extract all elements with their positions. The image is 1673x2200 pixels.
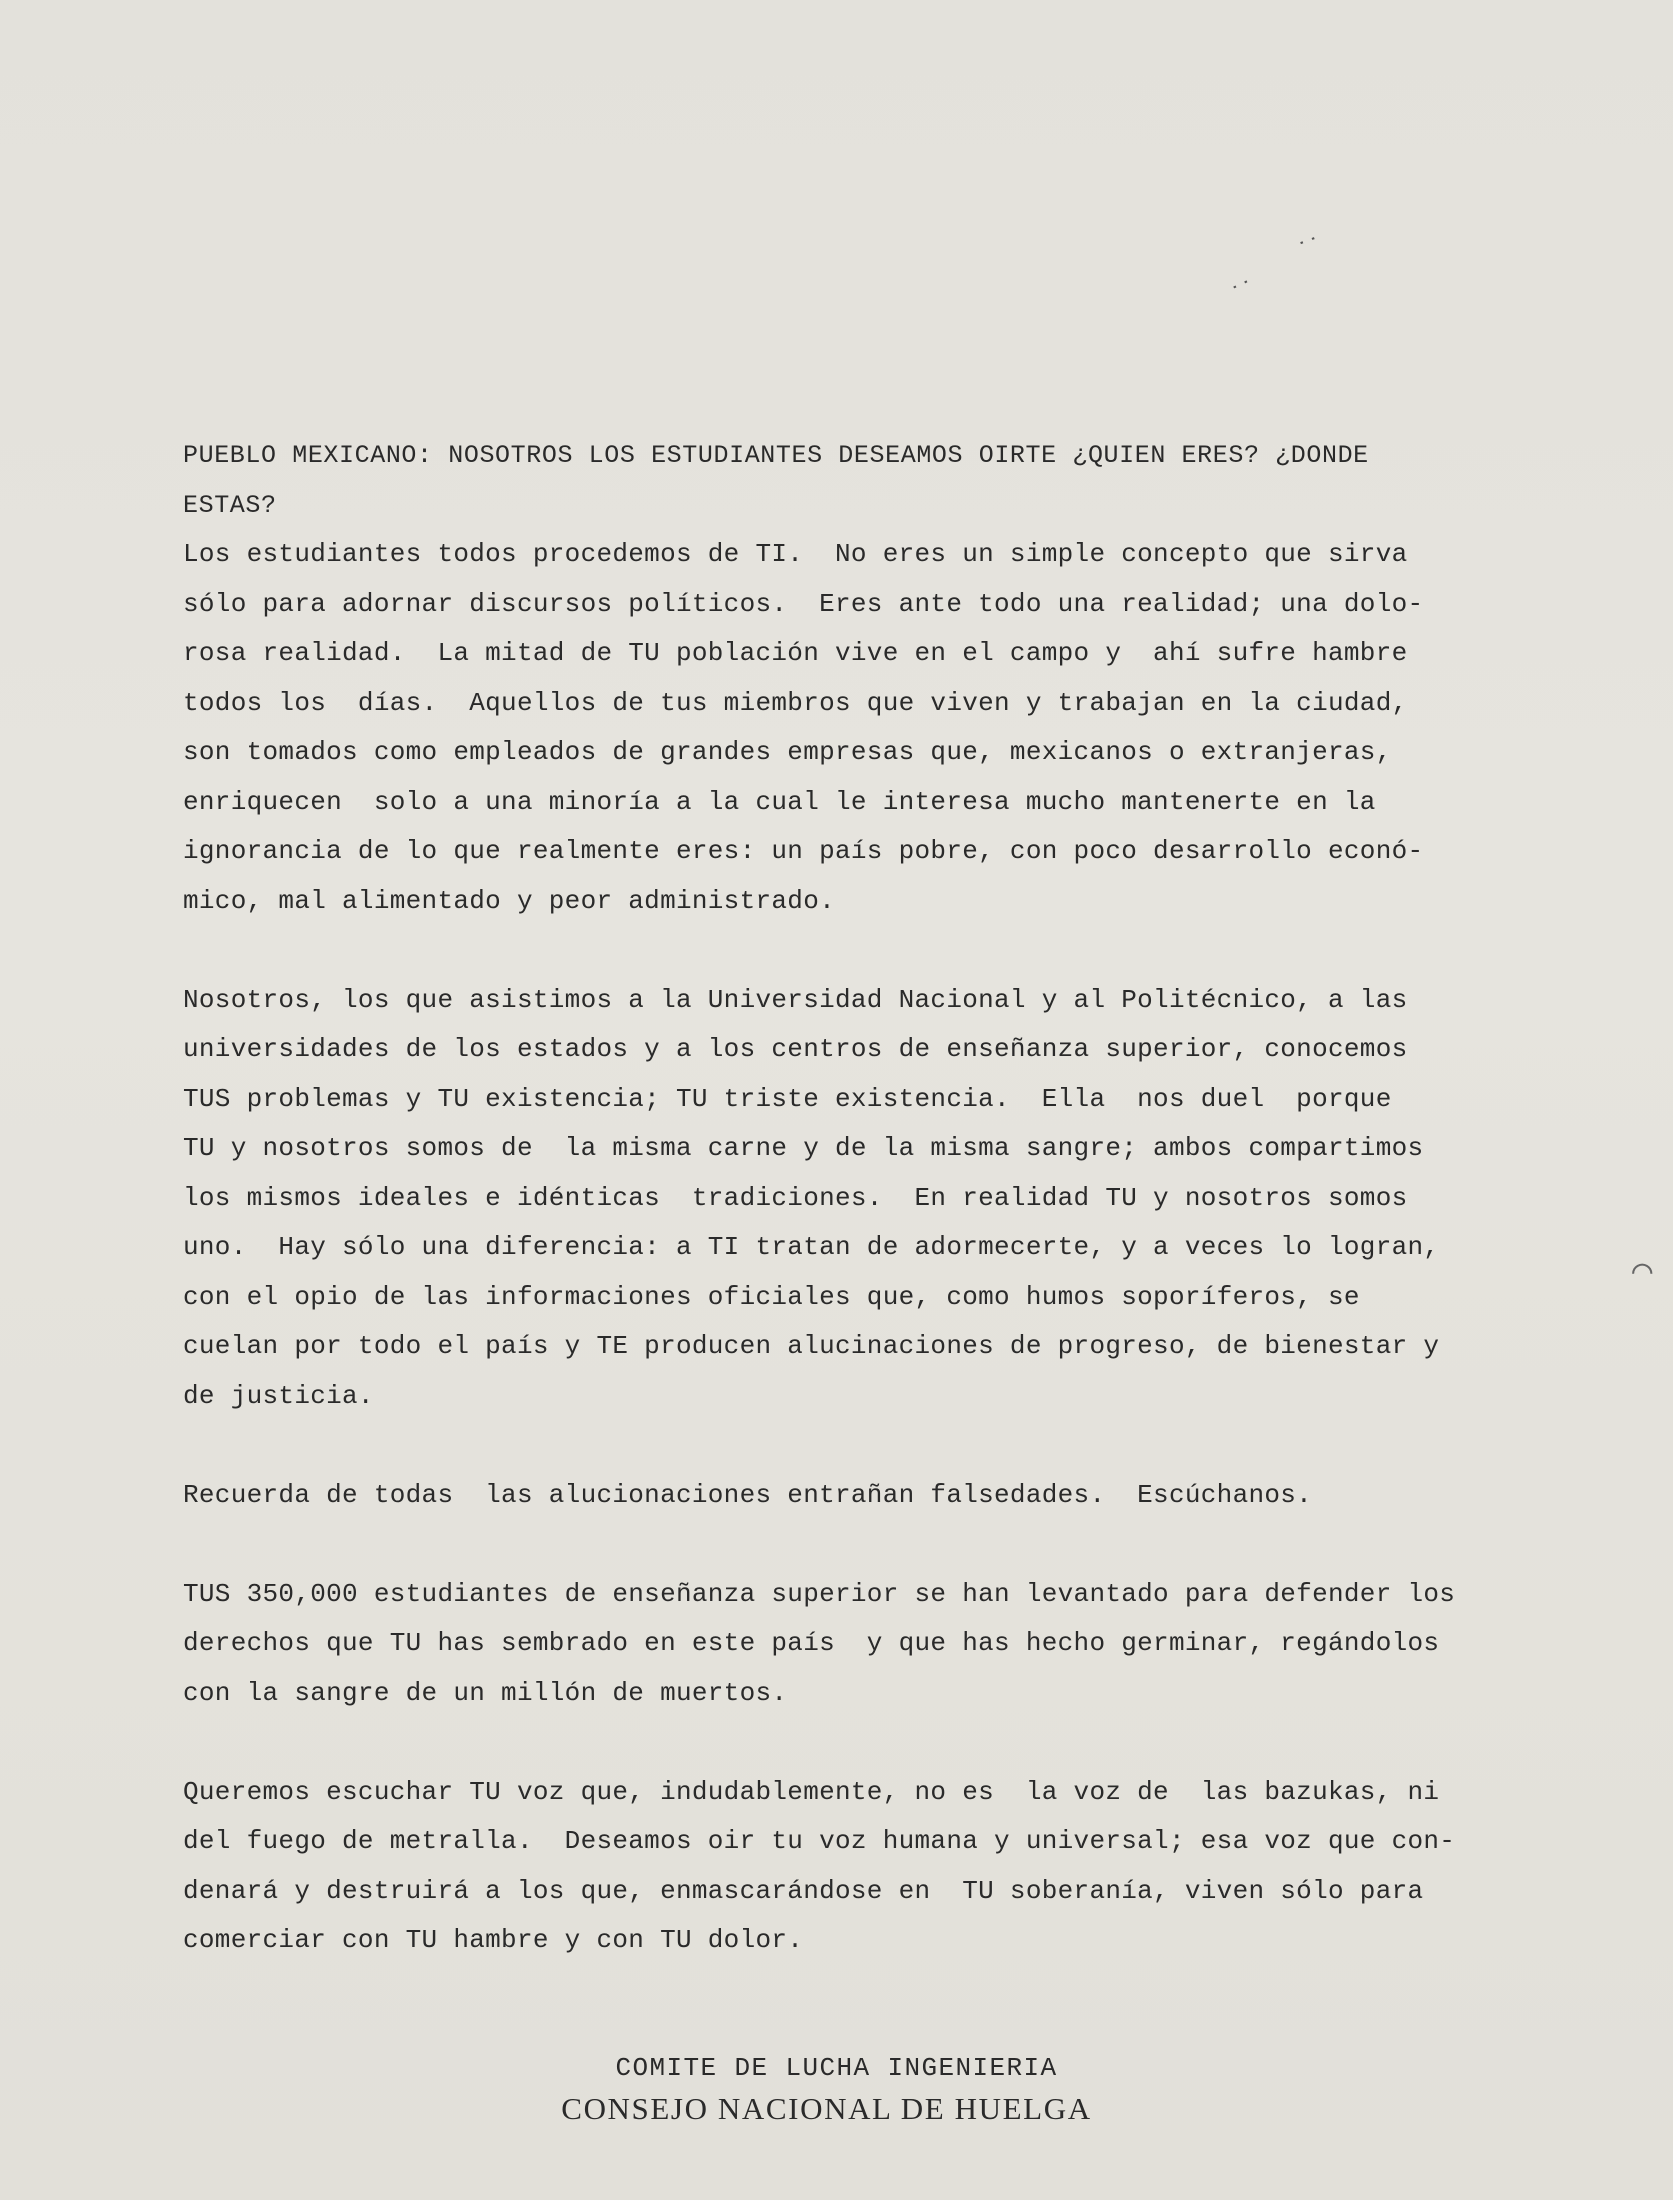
text-line: Queremos escuchar TU voz que, indudablemente, no es la voz de las bazukas, ni: [183, 1776, 1440, 1807]
text-line: todos los días. Aquellos de tus miembros que viven y trabajan en la ciudad,: [183, 687, 1408, 718]
paragraph-gap: [183, 1520, 1553, 1570]
signature-committee: COMITE DE LUCHA INGENIERIA: [615, 2053, 1058, 2083]
text-line: enriquecen solo a una minoría a la cual le interesa mucho mantenerte en la: [183, 786, 1376, 817]
text-line: con la sangre de un millón de muertos.: [183, 1677, 788, 1708]
text-line: del fuego de metralla. Deseamos oir tu voz humana y universal; esa voz que con-: [183, 1826, 1456, 1856]
heading-line: PUEBLO MEXICANO: NOSOTROS LOS ESTUDIANTES DESEAMOS OIRTE ¿QUIEN ERES? ¿DONDE: [183, 441, 1369, 470]
text-line: rosa realidad. La mitad de TU población vive en el campo y ahí sufre hambre: [183, 638, 1408, 668]
paragraph-3: [183, 1471, 1553, 1521]
text-line: TUS problemas y TU existencia; TU triste existencia. Ella nos duel porque: [183, 1083, 1392, 1114]
text-line: ignorancia de lo que realmente eres: un país pobre, con poco desarrollo econó-: [183, 836, 1424, 866]
paragraph-gap: [183, 1718, 1553, 1768]
text-line: TU y nosotros somos de la misma carne y de la misma sangre; ambos compartimos: [183, 1133, 1424, 1163]
text-line: Recuerda de todas las alucionaciones entrañan falsedades. Escúchanos.: [183, 1479, 1313, 1510]
text-line: sólo para adornar discursos políticos. Eres ante todo una realidad; una dolo-: [183, 588, 1424, 619]
text-line: de justicia.: [183, 1380, 374, 1411]
text-line: universidades de los estados y a los centros de enseñanza superior, conocemos: [183, 1034, 1408, 1064]
document-body: [183, 431, 1553, 1966]
paragraph-2: [183, 976, 1553, 1422]
text-line: denará y destruirá a los que, enmascarándose en TU soberanía, viven sólo para: [183, 1875, 1424, 1906]
text-line: los mismos ideales e idénticas tradiciones. En realidad TU y nosotros somos: [183, 1182, 1408, 1213]
text-line: Nosotros, los que asistimos a la Universidad Nacional y al Politécnico, a las: [183, 984, 1408, 1015]
paragraph-gap: [183, 1421, 1553, 1471]
paragraph-gap: [183, 926, 1553, 976]
text-line: TUS 350,000 estudiantes de enseñanza superior se han levantado para defender los: [183, 1578, 1456, 1609]
paper-crease-mark: ⌒: [1632, 1254, 1653, 1292]
paragraph-1: [183, 530, 1553, 926]
text-line: comerciar con TU hambre y con TU dolor.: [183, 1925, 804, 1955]
text-line: cuelan por todo el país y TE producen alucinaciones de progreso, de bienestar y: [183, 1331, 1440, 1361]
text-line: Los estudiantes todos procedemos de TI. No eres un simple concepto que sirva: [183, 539, 1408, 569]
paragraph-4: [183, 1570, 1553, 1719]
text-line: son tomados como empleados de grandes empresas que, mexicanos o extranjeras,: [183, 737, 1392, 767]
text-line: con el opio de las informaciones oficiales que, como humos soporíferos, se: [183, 1281, 1360, 1312]
text-line: mico, mal alimentado y peor administrado.: [183, 885, 836, 916]
signature-council: CONSEJO NACIONAL DE HUELGA: [561, 2091, 1092, 2126]
ink-speck-mark: ⁚: [1292, 234, 1317, 249]
text-line: derechos que TU has sembrado en este país y que has hecho germinar, regándolos: [183, 1628, 1440, 1658]
heading-line: ESTAS?: [183, 490, 277, 520]
text-line: uno. Hay sólo una diferencia: a TI tratan de adormecerte, y a veces lo logran,: [183, 1232, 1440, 1262]
document-heading: [183, 431, 1553, 530]
ink-speck-mark: ⁚: [1226, 277, 1250, 294]
paragraph-5: [183, 1768, 1553, 1966]
